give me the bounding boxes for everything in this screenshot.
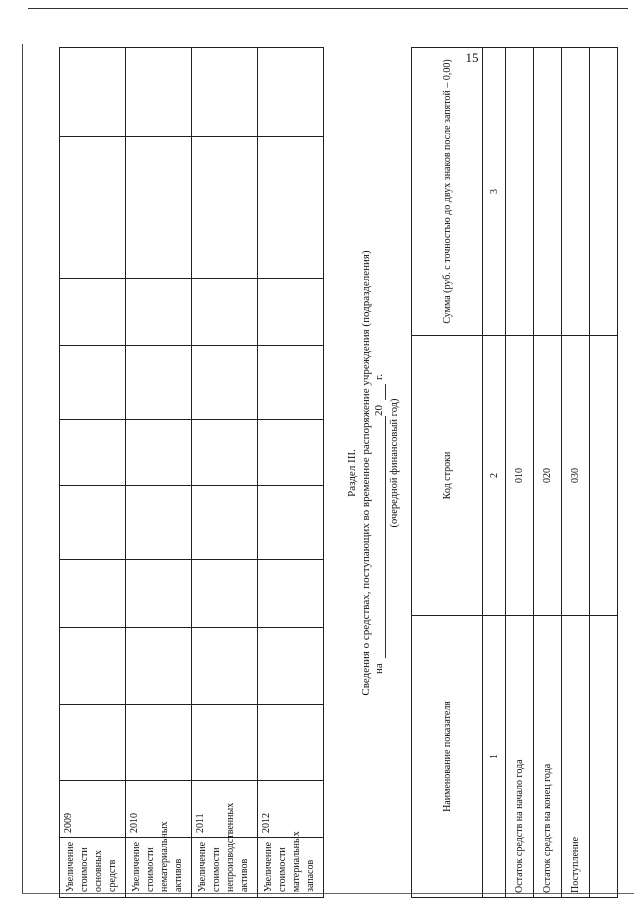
funds-table [411,47,618,898]
period-line [373,48,389,898]
empty-cell [60,560,126,628]
empty-cell [60,705,126,781]
row-year: 2009 [60,781,126,838]
column-number: 2 [483,336,506,616]
year-underline [385,384,386,400]
empty-cell [192,628,258,705]
row-code: 010 [506,336,534,616]
row-code: 030 [562,336,590,616]
empty-cell [258,346,324,420]
empty-cell [258,560,324,628]
empty-cell [126,628,192,705]
assets-table [59,47,324,898]
year-prefix: 20 [373,405,385,416]
table-row [192,48,258,898]
column-number-row [483,48,506,898]
row-name: Увеличение стоимости материальных запасов [258,838,324,898]
empty-cell [192,705,258,781]
empty-cell [192,420,258,486]
on-label: на [373,663,385,674]
empty-cell [60,420,126,486]
empty-cell [590,336,618,616]
empty-cell [258,628,324,705]
table-row [506,48,534,898]
period-caption: (очередной финансовый год) [389,398,400,528]
section-title: Раздел III. [346,449,358,497]
header-code: Код строки [412,336,483,616]
empty-cell [60,137,126,279]
left-rule [22,44,23,894]
row-name: Увеличение стоимости непроизводственных активов [192,838,258,898]
empty-cell [258,420,324,486]
row-year: 2012 [258,781,324,838]
empty-cell [60,279,126,346]
header-name: Наименование показателя [412,616,483,898]
empty-cell [192,560,258,628]
row-year: 2011 [192,781,258,838]
empty-cell [126,420,192,486]
empty-cell [192,346,258,420]
empty-cell [258,705,324,781]
empty-cell [60,486,126,560]
empty-cell [534,48,562,336]
empty-cell [126,279,192,346]
row-name: Поступление [562,616,590,898]
empty-cell [126,486,192,560]
column-number: 3 [483,48,506,336]
period-underline [385,416,386,658]
table-row [562,48,590,898]
empty-cell [126,48,192,137]
header-row [412,48,483,898]
empty-cell [258,48,324,137]
empty-cell [258,279,324,346]
empty-cell [126,560,192,628]
row-name: Остаток средств на конец года [534,616,562,898]
empty-cell [590,48,618,336]
empty-cell [258,137,324,279]
empty-cell [126,705,192,781]
empty-cell [192,48,258,137]
page-number: 15 [465,50,479,65]
empty-cell [60,48,126,137]
empty-cell [60,628,126,705]
empty-cell [258,486,324,560]
row-name: Остаток средств на начало года [506,616,534,898]
column-number: 1 [483,616,506,898]
row-code: 020 [534,336,562,616]
empty-cell [126,137,192,279]
row-name: Увеличение стоимости нематериальных активов [126,838,192,898]
year-suffix: г. [373,373,385,380]
empty-cell [60,346,126,420]
section-subtitle: Сведения о средствах, поступающих во временное распоряжение учреждения (подразделения) [360,250,372,696]
empty-cell [506,48,534,336]
empty-cell [192,486,258,560]
row-year: 2010 [126,781,192,838]
empty-cell [590,616,618,898]
table-row [258,48,324,898]
rotated-page [59,48,635,898]
row-name: Увеличение стоимости основных средств [60,838,126,898]
top-rule [28,8,628,9]
header-sum: Сумма (руб. с точностью до двух знаков после запятой – 0,00) [412,48,483,336]
table-row [534,48,562,898]
empty-cell [126,346,192,420]
table-row [590,48,618,898]
section-heading [345,48,373,898]
empty-cell [562,48,590,336]
empty-cell [192,137,258,279]
empty-cell [192,279,258,346]
table-row [126,48,192,898]
table-row [60,48,126,898]
